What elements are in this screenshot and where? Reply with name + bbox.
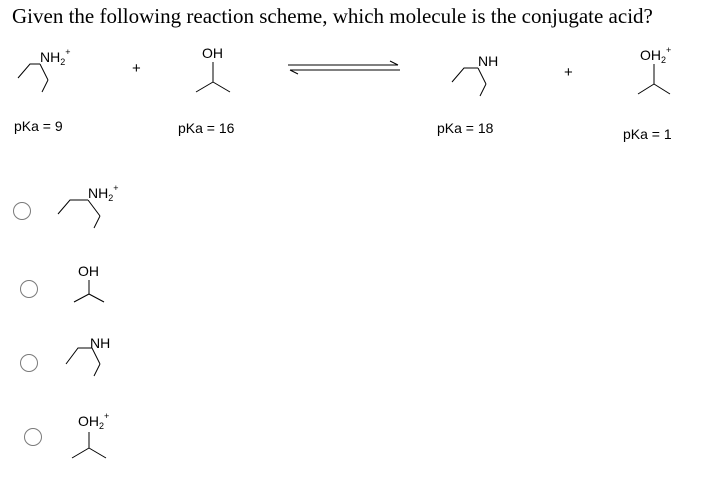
- product2-subscript: 2: [661, 55, 667, 65]
- product2-structure: [626, 42, 706, 102]
- product2-pka: pKa = 1: [623, 126, 672, 142]
- option-4-radio[interactable]: [24, 428, 42, 446]
- option-2[interactable]: [0, 256, 716, 316]
- option-3[interactable]: [0, 334, 716, 394]
- option-1-radio[interactable]: [13, 202, 31, 220]
- plus-sign-2: +: [564, 64, 573, 81]
- product1-structure: [446, 46, 536, 106]
- option-3-structure: [62, 334, 152, 392]
- option-4-charge: +: [104, 411, 110, 421]
- option-1-subscript: 2: [108, 193, 114, 203]
- svg-text:OH2+: [640, 45, 671, 65]
- product2-group-label: OH: [640, 47, 661, 63]
- option-1-structure: [54, 182, 154, 240]
- option-3-radio[interactable]: [20, 354, 38, 372]
- svg-text:OH2+: [78, 411, 109, 431]
- reactant1-structure: [10, 42, 120, 102]
- product2-charge: +: [666, 45, 672, 55]
- reactant2-pka: pKa = 16: [178, 120, 235, 136]
- option-2-structure: [66, 256, 126, 314]
- question-text: Given the following reaction scheme, which molecule is the conjugate acid?: [12, 4, 653, 28]
- option-4-group-label: OH: [78, 413, 99, 429]
- reactant2-structure: [182, 42, 252, 102]
- option-1-charge: +: [113, 183, 119, 193]
- option-1-group-label: NH: [88, 185, 109, 201]
- option-3-group-label: NH: [90, 335, 111, 351]
- product1-pka: pKa = 18: [437, 120, 494, 136]
- plus-sign-1: +: [132, 60, 141, 77]
- option-2-radio[interactable]: [20, 280, 38, 298]
- product1-group-label: NH: [478, 53, 499, 69]
- option-1[interactable]: [0, 180, 716, 240]
- option-4[interactable]: [0, 410, 716, 470]
- option-4-structure: [64, 410, 144, 468]
- reactant1-subscript: 2: [60, 57, 66, 67]
- equilibrium-arrow: [286, 60, 404, 76]
- reactant1-pka: pKa = 9: [14, 118, 63, 134]
- reactant1-charge: +: [65, 47, 71, 57]
- reactant2-group-label: OH: [202, 45, 223, 61]
- option-4-subscript: 2: [99, 421, 105, 431]
- option-2-group-label: OH: [78, 263, 99, 279]
- svg-text:NH2+: [40, 47, 71, 67]
- reactant1-group-label: NH: [40, 49, 61, 65]
- svg-text:NH2+: [88, 183, 119, 203]
